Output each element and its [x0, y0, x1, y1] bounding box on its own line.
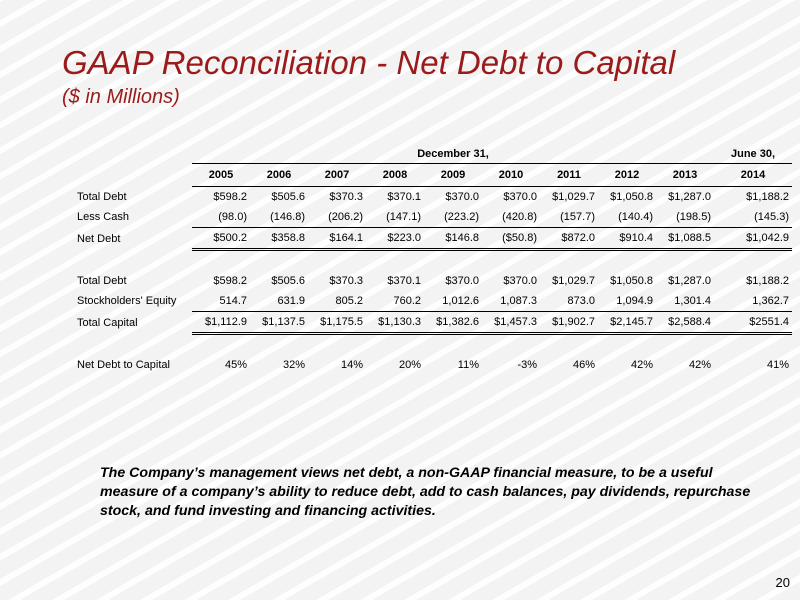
year-header: 2006: [250, 164, 308, 187]
table-cell: $370.1: [387, 191, 421, 203]
row-label: Total Capital: [77, 316, 138, 329]
table-cell: 11%: [457, 359, 479, 371]
table-row-less-cash: [74, 207, 792, 228]
slide-subtitle: ($ in Millions): [62, 86, 180, 108]
table-cell: 45%: [224, 359, 247, 371]
table-row-total-debt: [74, 271, 792, 291]
table-cell: $1,137.5: [250, 312, 308, 334]
table-cell: $2,145.7: [598, 312, 656, 334]
table-cell: ($50.8): [482, 228, 540, 250]
year-header: 2010: [482, 164, 540, 187]
table-cell: 514.7: [192, 291, 250, 312]
year-header: 2008: [366, 164, 424, 187]
table-cell: $910.4: [598, 228, 656, 250]
table-cell: $1,287.0: [668, 275, 711, 287]
row-label: Less Cash: [77, 211, 129, 224]
table-cell: (206.2): [308, 207, 366, 228]
year-header: 2007: [308, 164, 366, 187]
year-header: 2013: [656, 164, 714, 187]
table-cell: (157.7): [540, 207, 598, 228]
row-label: Net Debt: [77, 232, 121, 245]
table-cell: $1,175.5: [308, 312, 366, 334]
table-cell: $598.2: [213, 275, 247, 287]
table-cell: 805.2: [308, 291, 366, 312]
table-cell: $1,029.7: [552, 275, 595, 287]
table-cell: (420.8): [482, 207, 540, 228]
table-cell: $1,050.8: [610, 275, 653, 287]
table-cell: $598.2: [213, 191, 247, 203]
page-number: 20: [775, 575, 790, 590]
table-cell: 14%: [340, 359, 363, 371]
table-cell: $370.0: [503, 275, 537, 287]
table-cell: 20%: [398, 359, 421, 371]
december-31-header: December 31,: [192, 144, 714, 164]
table-cell: $505.6: [271, 191, 305, 203]
table-cell: 873.0: [540, 291, 598, 312]
row-label: Total Debt: [77, 275, 127, 287]
row-label: Total Debt: [77, 190, 127, 203]
net-debt-reconciliation-table: [74, 144, 792, 375]
table-row-net-debt-to-capital: [74, 355, 792, 375]
table-row-net-debt: [74, 228, 792, 250]
table-cell: (145.3): [714, 207, 792, 228]
table-cell: $505.6: [271, 275, 305, 287]
year-header: 2009: [424, 164, 482, 187]
table-cell: $1,130.3: [366, 312, 424, 334]
table-year-header-row: [74, 164, 792, 187]
table-cell: $146.8: [424, 228, 482, 250]
year-header: 2012: [598, 164, 656, 187]
year-header: 2014: [714, 164, 792, 187]
table-cell: 631.9: [250, 291, 308, 312]
table-cell: $370.0: [445, 191, 479, 203]
table-cell: $358.8: [250, 228, 308, 250]
year-header: 2011: [540, 164, 598, 187]
table-cell: (140.4): [598, 207, 656, 228]
june-30-header: June 30,: [714, 144, 792, 164]
table-cell: $164.1: [308, 228, 366, 250]
table-cell: $370.3: [329, 191, 363, 203]
table-group-header-row: [74, 144, 792, 164]
table-cell: $370.1: [387, 275, 421, 287]
table-cell: $1,188.2: [746, 275, 789, 287]
table-cell: $872.0: [540, 228, 598, 250]
table-cell: 760.2: [366, 291, 424, 312]
table-cell: $2551.4: [714, 312, 792, 334]
table-cell: $1,088.5: [656, 228, 714, 250]
table-cell: 1,362.7: [714, 291, 792, 312]
table-cell: (223.2): [424, 207, 482, 228]
table-cell: $1,457.3: [482, 312, 540, 334]
table-cell: $1,188.2: [746, 191, 789, 203]
year-header: 2005: [192, 164, 250, 187]
table-cell: 32%: [282, 359, 305, 371]
table-cell: (98.0): [192, 207, 250, 228]
table-cell: $1,382.6: [424, 312, 482, 334]
slide-title: GAAP Reconciliation - Net Debt to Capital: [62, 44, 676, 81]
row-label: Net Debt to Capital: [77, 359, 170, 371]
table-cell: 1,012.6: [424, 291, 482, 312]
row-label: Stockholders' Equity: [77, 295, 177, 308]
table-cell: -3%: [517, 359, 537, 371]
table-cell: $1,029.7: [552, 191, 595, 203]
table-cell: $370.0: [445, 275, 479, 287]
table-cell: (198.5): [656, 207, 714, 228]
table-cell: $370.0: [503, 191, 537, 203]
table-cell: 46%: [572, 359, 595, 371]
table-cell: 41%: [766, 359, 789, 371]
table-cell: $1,902.7: [540, 312, 598, 334]
table-cell: 42%: [630, 359, 653, 371]
table-cell: (147.1): [366, 207, 424, 228]
table-cell: 1,301.4: [656, 291, 714, 312]
table-cell: $1,050.8: [610, 191, 653, 203]
non-gaap-disclosure-note: The Company’s management views net debt, a non-GAAP financial measure, to be a useful measure of a company’s ability to reduce debt, add to cash balances, pay dividends, repurchase stock, and fund investing and financing activities.: [100, 465, 751, 519]
table-cell: 1,094.9: [598, 291, 656, 312]
table-cell: $370.3: [329, 275, 363, 287]
table-cell: $2,588.4: [656, 312, 714, 334]
table-cell: 1,087.3: [482, 291, 540, 312]
table-cell: $223.0: [366, 228, 424, 250]
table-row-total-capital: [74, 312, 792, 334]
table-cell: (146.8): [250, 207, 308, 228]
table-row-stockholders-equity: [74, 291, 792, 312]
table-cell: $1,042.9: [714, 228, 792, 250]
table-cell: $1,287.0: [668, 191, 711, 203]
table-cell: 42%: [688, 359, 711, 371]
table-cell: $1,112.9: [192, 312, 250, 334]
table-cell: $500.2: [192, 228, 250, 250]
table-row-total-debt: [74, 187, 792, 208]
